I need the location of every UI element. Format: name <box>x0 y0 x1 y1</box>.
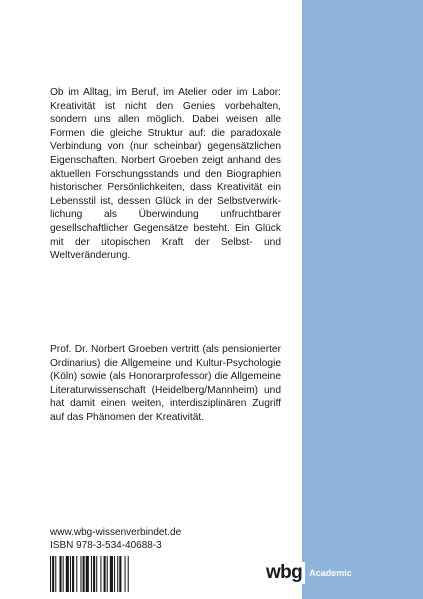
author-bio-text: Prof. Dr. Norbert Groeben vertritt (als pensionierter Ordinarius) die Allgemeine und Kultur-Psychologie (Köln) sowie (als Honorarprofessor) die Allgemeine Literaturwissenschaft (Heidelberg/Mannheim) und hat damit einen weiten, interdisziplinären Zugriff auf das Phänomen der Kreativität. <box>50 344 281 423</box>
barcode-bar <box>83 556 85 592</box>
wbg-logo: wbg <box>264 562 305 584</box>
barcode-bar <box>91 556 92 592</box>
barcode-bar <box>96 556 97 592</box>
barcode-bar <box>107 556 108 592</box>
barcode-bar <box>55 556 56 592</box>
contact-info <box>50 527 250 552</box>
barcode-bar <box>93 556 95 592</box>
barcode-graphic <box>50 556 156 592</box>
barcode-bar <box>66 556 69 592</box>
academic-imprint-label: Academic <box>309 568 352 578</box>
barcode-bar <box>114 556 115 592</box>
barcode-bar <box>76 556 77 592</box>
barcode-bar <box>59 556 61 592</box>
barcode-bar <box>70 556 71 592</box>
barcode-bar <box>72 556 74 592</box>
barcode-bar <box>128 556 129 592</box>
website-url: www.wbg-wissenverbindet.de <box>50 527 182 538</box>
barcode <box>50 556 156 592</box>
blurb-text: Ob im Alltag, im Beruf, im Atelier oder im Labor: Kreativität ist nicht den Genies vorbehalten, sondern uns allen möglich. Dabei weisen alle Formen die gleiche Struktur auf: die paradoxale Verbindung von (nur scheinbar) gegensätzlichen Eigenschaften. Norbert Groeben zeigt anhand des aktuellen Forschungsstands und den Biographien historischer Persönlichkeiten, dass Kreativität ein Lebensstil ist, dessen Glück in der Selbstverwirklichung als Überwindung unfruchtbarer gesellschaftlicher Gegensätze besteht. Ein Glück mit der utopischen Kraft der Selbst- und Weltveränderung. <box>50 87 281 262</box>
barcode-bar <box>52 556 54 592</box>
barcode-bar <box>63 556 64 592</box>
barcode-bar <box>125 556 126 592</box>
publisher-logo <box>264 562 352 584</box>
barcode-bar <box>86 556 89 592</box>
barcode-bar <box>117 556 118 592</box>
barcode-bar <box>110 556 113 592</box>
barcode-bar <box>100 556 101 592</box>
side-color-band <box>302 0 423 599</box>
barcode-bar <box>50 556 51 592</box>
barcode-bar <box>80 556 81 592</box>
barcode-bar <box>119 556 121 592</box>
barcode-bar <box>104 556 106 592</box>
isbn-number: ISBN 978-3-534-40688-3 <box>50 539 162 551</box>
